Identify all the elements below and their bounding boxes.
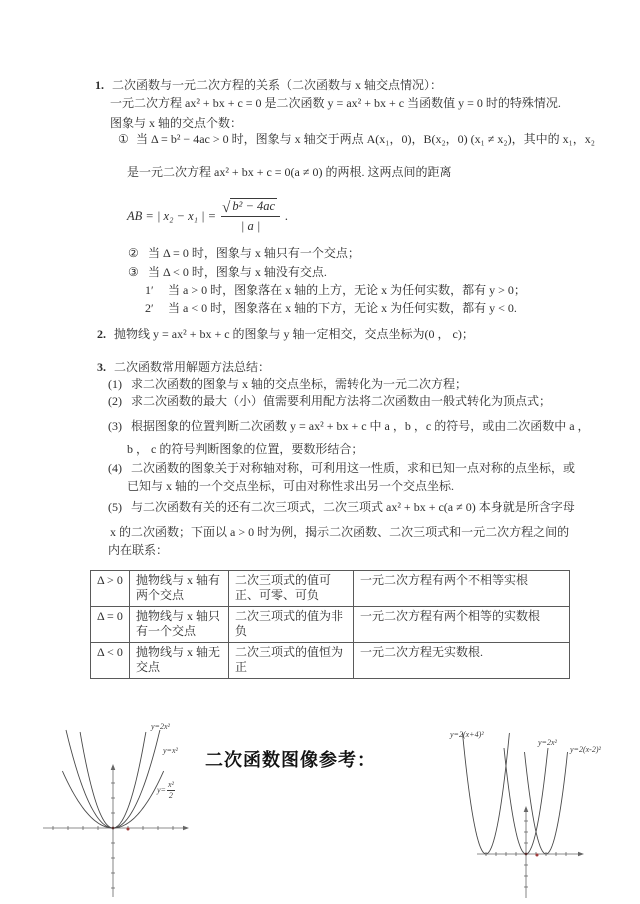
- item-3-number: 3.: [97, 360, 106, 374]
- item-2-text: 抛物线 y = ax² + bx + c 的图象与 y 轴一定相交，交点坐标为(0 ， c)；: [114, 327, 474, 341]
- item-2-number: 2.: [97, 327, 106, 341]
- formula-radicand: b² − 4ac: [232, 199, 276, 213]
- equation-cell: 一元二次方程无实数根.: [354, 643, 570, 679]
- curve-label: y=2x²: [151, 722, 170, 731]
- method-1-marker: (1): [108, 377, 122, 391]
- method-5-cont-2: 内在联系：: [108, 543, 169, 557]
- relation-table: [90, 570, 570, 679]
- method-4-marker: (4): [108, 461, 122, 475]
- item-3-title: 二次函数常用解题方法总结：: [114, 360, 271, 374]
- equation-cell: 一元二次方程有两个不相等实根: [354, 571, 570, 607]
- item-1-line-2: 一元二次方程 ax² + bx + c = 0 是二次函数 y = ax² + bx + c 当函数值 y = 0 时的特殊情况.: [110, 96, 561, 110]
- table-row: [91, 643, 570, 679]
- delta-condition-cell: Δ < 0: [91, 643, 130, 679]
- point-1-cont: 是一元二次方程 ax² + bx + c = 0(a ≠ 0) 的两根. 这两点间的距离: [127, 165, 452, 179]
- right-parabola-graph: [430, 715, 630, 904]
- delta-condition-cell: Δ > 0: [91, 571, 130, 607]
- method-2-text: 求二次函数的最大（小）值需要利用配方法将二次函数由一般式转化为顶点式；: [131, 394, 552, 408]
- formula-lhs: AB = | x₂ − x₁ | =: [127, 208, 217, 223]
- point-1-text: 当 Δ = b² − 4ac > 0 时，图象与 x 轴交于两点 A(x₁，0)，B(x₂，0) (x₁ ≠ x₂)，其中的 x₁，x₂: [136, 132, 595, 146]
- parabola-cell: 抛物线与 x 轴无交点: [130, 643, 229, 679]
- method-3-cont: b ， c 的符号判断图象的位置，要数形结合；: [127, 442, 364, 456]
- curve-label: y=2x²: [538, 738, 557, 747]
- reference-title: 二次函数图像参考：: [205, 750, 376, 770]
- curve-label-denominator: 2: [168, 791, 173, 800]
- curve-label: y=2(x-2)²: [570, 745, 601, 754]
- method-1-text: 求二次函数的图象与 x 轴的交点坐标，需转化为一元二次方程；: [131, 377, 468, 391]
- equation-cell: 一元二次方程有两个相等的实数根: [354, 607, 570, 643]
- delta-condition-cell: Δ = 0: [91, 607, 130, 643]
- point-2-marker: ②: [128, 246, 139, 260]
- trinomial-cell: 二次三项式的值为非负: [229, 607, 354, 643]
- subpoint-2-marker: 2′: [145, 301, 154, 315]
- item-1-number: 1.: [95, 78, 104, 92]
- point-1-marker: ①: [118, 132, 129, 146]
- distance-formula: [127, 198, 288, 234]
- trinomial-cell: 二次三项式的值恒为正: [229, 643, 354, 679]
- curve-label-numerator: x²: [167, 780, 174, 789]
- formula-fraction: [221, 198, 280, 234]
- curve-label: y=x²: [163, 746, 178, 755]
- sqrt-symbol: √: [222, 200, 231, 216]
- method-4-text: 二次函数的图象关于对称轴对称，可利用这一性质，求和已知一点对称的点坐标，或: [131, 461, 576, 475]
- table-row: [91, 571, 570, 607]
- subpoint-2-text: 当 a < 0 时，图象落在 x 轴的下方，无论 x 为任何实数，都有 y < 0.: [168, 301, 517, 315]
- curve-label: [157, 781, 175, 800]
- trinomial-cell: 二次三项式的值可正、可零、可负: [229, 571, 354, 607]
- point-2-text: 当 Δ = 0 时，图象与 x 轴只有一个交点；: [148, 246, 360, 260]
- point-3-text: 当 Δ < 0 时，图象与 x 轴没有交点.: [148, 265, 327, 279]
- method-2-marker: (2): [108, 394, 122, 408]
- formula-denominator: | a |: [240, 219, 261, 233]
- subpoint-1-marker: 1′: [145, 283, 154, 297]
- method-5-cont-1: x 的二次函数；下面以 a > 0 时为例，揭示二次函数、二次三项式和一元二次方程之间的: [110, 525, 570, 539]
- formula-period: .: [285, 208, 289, 223]
- parabola-cell: 抛物线与 x 轴只有一个交点: [130, 607, 229, 643]
- parabola-cell: 抛物线与 x 轴有两个交点: [130, 571, 229, 607]
- item-1-line-3: 图象与 x 轴的交点个数：: [110, 116, 243, 130]
- item-1-title: 二次函数与一元二次方程的关系（二次函数与 x 轴交点情况）：: [112, 78, 443, 92]
- curve-label-prefix: y=: [157, 785, 166, 795]
- method-4-cont: 已知与 x 轴的一个交点坐标，可由对称性求出另一个交点坐标.: [127, 479, 455, 493]
- method-3-text: 根据图象的位置判断二次函数 y = ax² + bx + c 中 a ，b ，c 的符号，或由二次函数中 a ，: [131, 419, 590, 433]
- method-5-text: 与二次函数有关的还有二次三项式，二次三项式 ax² + bx + c(a ≠ 0) 本身就是所含字母: [131, 500, 575, 514]
- method-3-marker: (3): [108, 419, 122, 433]
- point-3-marker: ③: [128, 265, 139, 279]
- method-5-marker: (5): [108, 500, 122, 514]
- curve-label: y=2(x+4)²: [450, 730, 484, 739]
- subpoint-1-text: 当 a > 0 时，图象落在 x 轴的上方，无论 x 为任何实数，都有 y > 0；: [168, 283, 526, 297]
- table-row: [91, 607, 570, 643]
